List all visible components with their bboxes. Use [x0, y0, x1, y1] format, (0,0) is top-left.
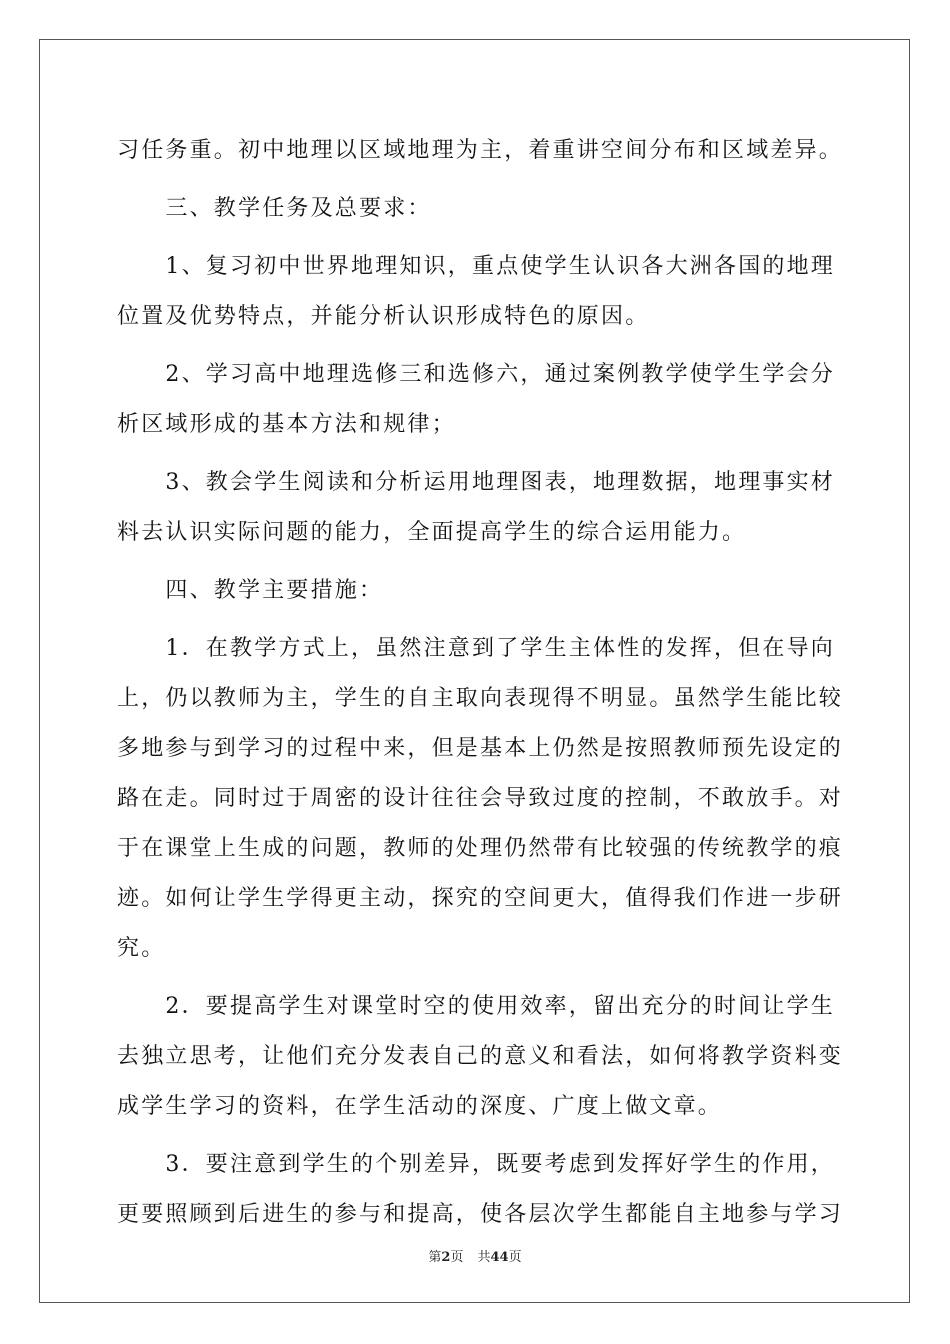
page-number: 2 — [441, 1250, 451, 1265]
text-line: 习任务重。初中地理以区域地理为主，着重讲空间分布和区域差异。 — [117, 138, 844, 163]
text-line: 2、学习高中地理选修三和选修六，通过案例教学使学生学会分 — [117, 362, 835, 387]
text-line: 2．要提高学生对课堂时空的使用效率，留出充分的时间让学生 — [117, 994, 835, 1019]
page-suffix: 页 — [450, 1250, 464, 1265]
text-line: 上，仍以教师为主，学生的自主取向表现得不明显。虽然学生能比较 — [117, 686, 844, 711]
text-line: 位置及优势特点，并能分析认识形成特色的原因。 — [117, 304, 650, 329]
text-line: 3．要注意到学生的个别差异，既要考虑到发挥好学生的作用， — [117, 1152, 835, 1177]
text-line: 更要照顾到后进生的参与和提高，使各层次学生都能自主地参与学习 — [117, 1202, 844, 1227]
text-line: 1．在教学方式上，虽然注意到了学生主体性的发挥，但在导向 — [117, 636, 835, 661]
text-line: 去独立思考，让他们充分发表自己的意义和看法，如何将教学资料变 — [117, 1044, 844, 1069]
text-line: 料去认识实际问题的能力，全面提高学生的综合运用能力。 — [117, 520, 747, 545]
text-line: 成学生学习的资料，在学生活动的深度、广度上做文章。 — [117, 1094, 723, 1119]
text-line: 迹。如何让学生学得更主动，探究的空间更大，值得我们作进一步研 — [117, 886, 844, 911]
page-prefix: 第 — [428, 1250, 442, 1265]
text-line: 于在课堂上生成的问题，教师的处理仍然带有比较强的传统教学的痕 — [117, 836, 844, 861]
total-pages: 44 — [490, 1250, 509, 1265]
total-prefix: 共 — [477, 1250, 491, 1265]
section-heading: 三、教学任务及总要求： — [117, 196, 432, 221]
page-footer — [0, 1246, 950, 1265]
text-line: 路在走。同时过于周密的设计往往会导致过度的控制，不敢放手。对 — [117, 786, 844, 811]
total-suffix: 页 — [508, 1250, 522, 1265]
document-body — [117, 126, 844, 1240]
text-line: 1、复习初中世界地理知识，重点使学生认识各大洲各国的地理 — [117, 254, 835, 279]
section-heading: 四、教学主要措施： — [117, 578, 384, 603]
text-line: 析区域形成的基本方法和规律； — [117, 412, 456, 437]
text-line: 究。 — [117, 936, 166, 961]
text-line: 多地参与到学习的过程中来，但是基本上仍然是按照教师预先设定的 — [117, 736, 844, 761]
text-line: 3、教会学生阅读和分析运用地理图表，地理数据，地理事实材 — [117, 470, 835, 495]
